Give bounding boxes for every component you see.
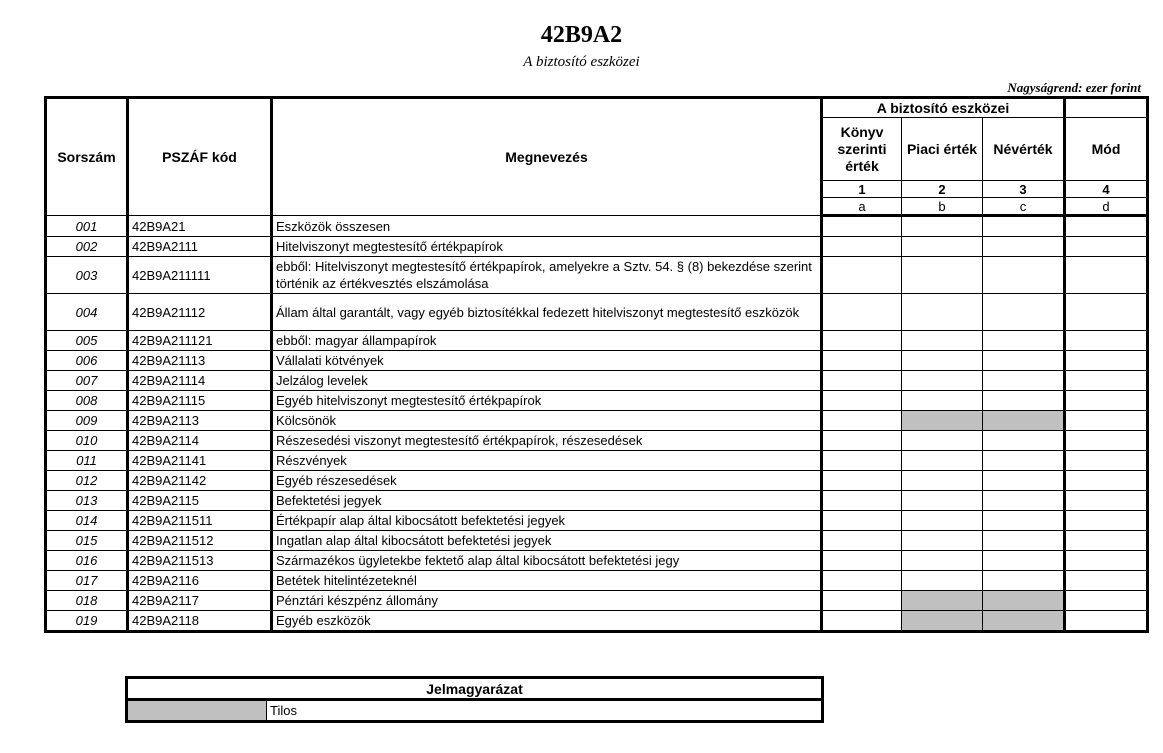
row-value-mod-cell[interactable]: [1065, 551, 1148, 571]
row-sorszam: 016: [46, 551, 128, 571]
row-megnevezes: Kölcsönök: [272, 411, 822, 431]
table-row: [46, 351, 1148, 371]
col-number-2: 2: [902, 181, 983, 198]
row-value-piaci-cell[interactable]: [902, 471, 983, 491]
row-pszaf-kod: 42B9A211513: [128, 551, 272, 571]
assets-table: [44, 96, 1149, 633]
legend-table: [125, 676, 824, 723]
row-sorszam: 002: [46, 237, 128, 257]
row-value-nevertek-cell[interactable]: [983, 294, 1065, 331]
row-value-mod-cell[interactable]: [1065, 371, 1148, 391]
row-sorszam: 015: [46, 531, 128, 551]
row-value-piaci-cell[interactable]: [902, 491, 983, 511]
row-value-piaci-cell[interactable]: [902, 216, 983, 237]
row-megnevezes: Pénztári készpénz állomány: [272, 591, 822, 611]
row-pszaf-kod: 42B9A2111: [128, 237, 272, 257]
row-megnevezes: Egyéb hitelviszonyt megtestesítő értékpapírok: [272, 391, 822, 411]
row-megnevezes: Egyéb eszközök: [272, 611, 822, 632]
row-megnevezes: Vállalati kötvények: [272, 351, 822, 371]
row-value-nevertek-cell[interactable]: [983, 511, 1065, 531]
row-value-mod-cell[interactable]: [1065, 351, 1148, 371]
row-value-nevertek-cell[interactable]: [983, 491, 1065, 511]
row-value-piaci-cell[interactable]: [902, 571, 983, 591]
row-value-nevertek-cell[interactable]: [983, 216, 1065, 237]
row-value-piaci-cell: [902, 611, 983, 632]
row-value-piaci-cell[interactable]: [902, 331, 983, 351]
row-sorszam: 019: [46, 611, 128, 632]
row-megnevezes: Részesedési viszonyt megtestesítő értékpapírok, részesedések: [272, 431, 822, 451]
row-megnevezes: Betétek hitelintézeteknél: [272, 571, 822, 591]
row-pszaf-kod: 42B9A211111: [128, 257, 272, 294]
row-value-mod-cell[interactable]: [1065, 237, 1148, 257]
row-value-nevertek-cell[interactable]: [983, 431, 1065, 451]
row-sorszam: 011: [46, 451, 128, 471]
row-sorszam: 004: [46, 294, 128, 331]
row-value-konyv-cell[interactable]: [822, 611, 902, 632]
row-megnevezes: Értékpapír alap által kibocsátott befektetési jegyek: [272, 511, 822, 531]
row-value-konyv-cell[interactable]: [822, 491, 902, 511]
row-value-nevertek-cell[interactable]: [983, 571, 1065, 591]
row-pszaf-kod: 42B9A21114: [128, 371, 272, 391]
table-row: [46, 471, 1148, 491]
report-code-title: 42B9A2: [540, 22, 623, 48]
col-letter-a: a: [822, 198, 902, 216]
row-pszaf-kod: 42B9A2118: [128, 611, 272, 632]
row-sorszam: 017: [46, 571, 128, 591]
row-megnevezes: Jelzálog levelek: [272, 371, 822, 391]
row-value-konyv-cell[interactable]: [822, 216, 902, 237]
row-value-piaci-cell[interactable]: [902, 294, 983, 331]
row-value-mod-cell[interactable]: [1065, 331, 1148, 351]
row-pszaf-kod: 42B9A2113: [128, 411, 272, 431]
row-megnevezes: Befektetési jegyek: [272, 491, 822, 511]
row-value-nevertek-cell[interactable]: [983, 331, 1065, 351]
legend-gray-label: Tilos: [267, 700, 823, 722]
table-row: [46, 411, 1148, 431]
unit-note: Nagyságrend: ezer forint: [1007, 80, 1141, 95]
row-pszaf-kod: 42B9A211121: [128, 331, 272, 351]
row-value-piaci-cell[interactable]: [902, 391, 983, 411]
col-number-1: 1: [822, 181, 902, 198]
col-number-4: 4: [1065, 181, 1148, 198]
table-row: [46, 531, 1148, 551]
row-value-piaci-cell[interactable]: [902, 451, 983, 471]
header-piaci-ertek: Piaci érték: [902, 118, 983, 181]
row-pszaf-kod: 42B9A2114: [128, 431, 272, 451]
table-row: [46, 331, 1148, 351]
row-value-konyv-cell[interactable]: [822, 411, 902, 431]
row-value-piaci-cell[interactable]: [902, 431, 983, 451]
row-pszaf-kod: 42B9A2116: [128, 571, 272, 591]
table-row: [46, 611, 1148, 632]
row-value-konyv-cell[interactable]: [822, 331, 902, 351]
row-value-mod-cell[interactable]: [1065, 257, 1148, 294]
table-row: [46, 551, 1148, 571]
legend-title: Jelmagyarázat: [127, 678, 823, 700]
row-megnevezes: ebből: Hitelviszonyt megtestesítő értékpapírok, amelyekre a Sztv. 54. § (8) bekezdése szerint történik az értékvesztés elszámolása: [272, 257, 822, 294]
table-row: [46, 216, 1148, 237]
header-konyv-szerinti: Könyv szerinti érték: [822, 118, 902, 181]
row-megnevezes: Ingatlan alap által kibocsátott befektetési jegyek: [272, 531, 822, 551]
row-pszaf-kod: 42B9A21: [128, 216, 272, 237]
col-number-3: 3: [983, 181, 1065, 198]
table-row: [46, 591, 1148, 611]
row-value-mod-cell[interactable]: [1065, 411, 1148, 431]
row-pszaf-kod: 42B9A21112: [128, 294, 272, 331]
row-value-mod-cell[interactable]: [1065, 491, 1148, 511]
row-value-nevertek-cell[interactable]: [983, 471, 1065, 491]
col-letter-b: b: [902, 198, 983, 216]
row-megnevezes: Állam által garantált, vagy egyéb biztosítékkal fedezett hitelviszonyt megtestesítő eszközök: [272, 294, 822, 331]
row-value-nevertek-cell[interactable]: [983, 451, 1065, 471]
legend-gray-swatch: [127, 700, 267, 722]
table-row: [46, 371, 1148, 391]
table-row: [46, 391, 1148, 411]
row-value-konyv-cell[interactable]: [822, 391, 902, 411]
row-pszaf-kod: 42B9A211512: [128, 531, 272, 551]
table-row: [46, 431, 1148, 451]
report-subtitle: A biztosító eszközei: [523, 54, 640, 70]
row-value-piaci-cell[interactable]: [902, 237, 983, 257]
row-value-mod-cell[interactable]: [1065, 431, 1148, 451]
row-megnevezes: Származékos ügyletekbe fektető alap által kibocsátott befektetési jegy: [272, 551, 822, 571]
row-value-konyv-cell[interactable]: [822, 351, 902, 371]
table-row: [46, 451, 1148, 471]
row-pszaf-kod: 42B9A2115: [128, 491, 272, 511]
row-megnevezes: Részvények: [272, 451, 822, 471]
row-value-nevertek-cell[interactable]: [983, 391, 1065, 411]
row-value-konyv-cell[interactable]: [822, 257, 902, 294]
row-value-konyv-cell[interactable]: [822, 551, 902, 571]
row-value-piaci-cell[interactable]: [902, 351, 983, 371]
table-row: [46, 491, 1148, 511]
row-pszaf-kod: 42B9A2117: [128, 591, 272, 611]
row-value-nevertek-cell[interactable]: [983, 531, 1065, 551]
col-letter-d: d: [1065, 198, 1148, 216]
row-value-piaci-cell: [902, 411, 983, 431]
row-value-mod-cell[interactable]: [1065, 591, 1148, 611]
row-value-piaci-cell[interactable]: [902, 551, 983, 571]
row-value-mod-cell[interactable]: [1065, 471, 1148, 491]
row-sorszam: 005: [46, 331, 128, 351]
row-value-konyv-cell[interactable]: [822, 531, 902, 551]
header-nevertek: Névérték: [983, 118, 1065, 181]
row-value-piaci-cell[interactable]: [902, 511, 983, 531]
row-sorszam: 008: [46, 391, 128, 411]
row-value-konyv-cell[interactable]: [822, 431, 902, 451]
row-pszaf-kod: 42B9A21113: [128, 351, 272, 371]
row-value-mod-cell[interactable]: [1065, 451, 1148, 471]
row-value-mod-cell[interactable]: [1065, 511, 1148, 531]
row-sorszam: 006: [46, 351, 128, 371]
row-value-nevertek-cell[interactable]: [983, 351, 1065, 371]
row-value-konyv-cell[interactable]: [822, 471, 902, 491]
table-row: [46, 257, 1148, 294]
row-sorszam: 014: [46, 511, 128, 531]
row-value-nevertek-cell[interactable]: [983, 371, 1065, 391]
row-value-piaci-cell[interactable]: [902, 257, 983, 294]
row-value-mod-cell[interactable]: [1065, 391, 1148, 411]
table-row: [46, 237, 1148, 257]
header-megnevezes: Megnevezés: [272, 98, 822, 216]
row-value-piaci-cell[interactable]: [902, 531, 983, 551]
row-value-nevertek-cell: [983, 411, 1065, 431]
row-sorszam: 012: [46, 471, 128, 491]
row-sorszam: 007: [46, 371, 128, 391]
row-value-nevertek-cell: [983, 611, 1065, 632]
row-sorszam: 018: [46, 591, 128, 611]
row-megnevezes: Egyéb részesedések: [272, 471, 822, 491]
row-value-nevertek-cell: [983, 591, 1065, 611]
col-letter-c: c: [983, 198, 1065, 216]
table-row: [46, 571, 1148, 591]
header-sorszam: Sorszám: [46, 98, 128, 216]
row-value-nevertek-cell[interactable]: [983, 551, 1065, 571]
row-pszaf-kod: 42B9A211511: [128, 511, 272, 531]
row-pszaf-kod: 42B9A21142: [128, 471, 272, 491]
row-megnevezes: Hitelviszonyt megtestesítő értékpapírok: [272, 237, 822, 257]
header-group-eszkozei: A biztosító eszközei: [822, 98, 1065, 118]
header-group-empty: [1065, 98, 1148, 118]
row-sorszam: 013: [46, 491, 128, 511]
row-value-piaci-cell: [902, 591, 983, 611]
row-value-nevertek-cell[interactable]: [983, 237, 1065, 257]
row-value-konyv-cell[interactable]: [822, 591, 902, 611]
row-value-konyv-cell[interactable]: [822, 237, 902, 257]
row-value-konyv-cell[interactable]: [822, 571, 902, 591]
row-megnevezes: Eszközök összesen: [272, 216, 822, 237]
header-pszaf-kod: PSZÁF kód: [128, 98, 272, 216]
row-sorszam: 003: [46, 257, 128, 294]
row-sorszam: 001: [46, 216, 128, 237]
row-value-mod-cell[interactable]: [1065, 216, 1148, 237]
row-value-mod-cell[interactable]: [1065, 531, 1148, 551]
row-value-konyv-cell[interactable]: [822, 511, 902, 531]
row-megnevezes: ebből: magyar állampapírok: [272, 331, 822, 351]
row-value-konyv-cell[interactable]: [822, 451, 902, 471]
row-sorszam: 009: [46, 411, 128, 431]
row-value-konyv-cell[interactable]: [822, 294, 902, 331]
row-value-mod-cell[interactable]: [1065, 571, 1148, 591]
row-pszaf-kod: 42B9A21141: [128, 451, 272, 471]
row-value-mod-cell[interactable]: [1065, 294, 1148, 331]
table-row: [46, 511, 1148, 531]
row-pszaf-kod: 42B9A21115: [128, 391, 272, 411]
row-value-mod-cell[interactable]: [1065, 611, 1148, 632]
row-value-piaci-cell[interactable]: [902, 371, 983, 391]
row-value-konyv-cell[interactable]: [822, 371, 902, 391]
header-mod: Mód: [1065, 118, 1148, 181]
table-row: [46, 294, 1148, 331]
row-sorszam: 010: [46, 431, 128, 451]
row-value-nevertek-cell[interactable]: [983, 257, 1065, 294]
